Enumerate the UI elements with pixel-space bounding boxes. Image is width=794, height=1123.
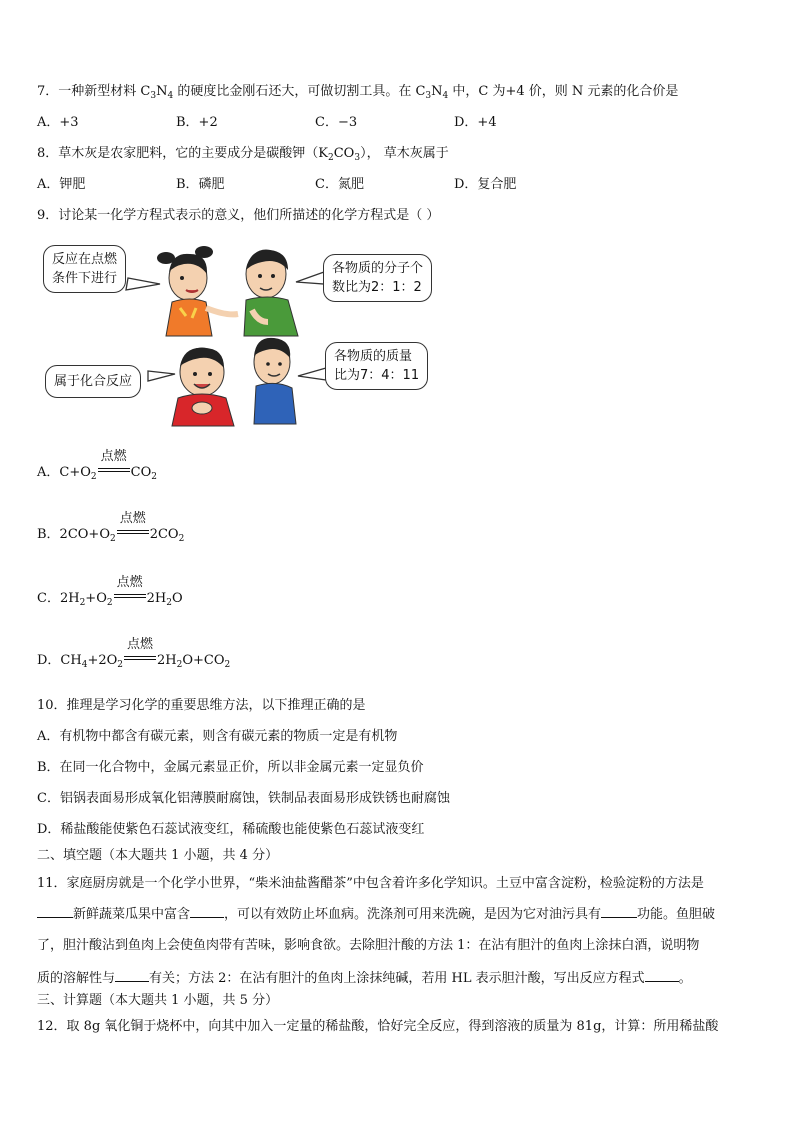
q9-option-a: A．$C+O_2$ 点燃 $CO_2$ — [37, 449, 157, 482]
q11-line-2: 新鲜蔬菜瓜果中富含 ，可以有效防止坏血病。洗涤剂可用来洗碗，是因为它对油污具有 功能。鱼胆破 — [37, 905, 715, 923]
reaction-condition: 点燃 — [124, 651, 156, 669]
bubble3-tail — [148, 371, 175, 381]
q10-option-a: A．有机物中都含有碳元素，则含有碳元素的物质一定是有机物 — [37, 729, 398, 744]
q11-line-1: 11．家庭厨房就是一个化学小世界，“柴米油盐酱醋茶”中包含着许多化学知识。土豆中富含淀粉，检验淀粉的方法是 — [37, 876, 704, 891]
q7-option-a: A．+3 — [37, 115, 79, 130]
bubble4-tail — [298, 368, 326, 380]
answer-blank[interactable] — [601, 905, 637, 918]
reaction-condition: 点燃 — [98, 463, 130, 481]
q10-option-c: C．铝锅表面易形成氧化铝薄膜耐腐蚀，铁制品表面易形成铁锈也耐腐蚀 — [37, 791, 450, 806]
bubble2-tail — [296, 272, 324, 284]
q7-option-b: B．+2 — [176, 115, 218, 130]
reaction-condition: 点燃 — [114, 589, 146, 607]
q10-option-b: B．在同一化合物中，金属元素显正价，所以非金属元素一定显负价 — [37, 760, 424, 775]
q11-line-3: 了，胆汁酸沾到鱼肉上会使鱼肉带有苦味，影响食欲。去除胆汁酸的方法 1：在沾有胆汁的鱼肉上涂抹白酒，说明物 — [37, 938, 700, 953]
q8-stem: 8．草木灰是农家肥料，它的主要成分是碳酸钾$(K_2CO_3)$， 草木灰属于 — [37, 146, 449, 163]
q9-option-d: D．$CH_4+2O_2$ 点燃 $2H_2O+CO_2$ — [37, 637, 231, 670]
answer-blank[interactable] — [115, 969, 149, 982]
q9-option-b: B．$2CO+O_2$ 点燃 $2CO_2$ — [37, 511, 185, 544]
reaction-condition: 点燃 — [117, 525, 149, 543]
speech-bubble-2: 各物质的分子个 数比为2：1：2 — [323, 254, 432, 302]
q8-option-d: D．复合肥 — [454, 177, 517, 192]
q9-option-c: C．$2H_2+O_2$ 点燃 $2H_2O$ — [37, 575, 183, 608]
section-heading-calculation: 三、计算题（本大题共 1 小题，共 5 分） — [37, 993, 279, 1008]
q10-stem: 10．推理是学习化学的重要思维方法，以下推理正确的是 — [37, 698, 366, 713]
speech-bubble-4: 各物质的质量 比为7：4：11 — [325, 342, 428, 390]
q9-stem: 9．讨论某一化学方程式表示的意义，他们所描述的化学方程式是（ ） — [37, 208, 440, 223]
boy-blue-figure — [254, 338, 296, 424]
q8-option-b: B．磷肥 — [176, 177, 225, 192]
q11-line-4: 质的溶解性与 有关；方法 2：在沾有胆汁的鱼肉上涂抹纯碱，若用 HL 表示胆汁酸，写出反应方程式 。 — [37, 971, 692, 986]
boy-green-figure — [244, 250, 298, 336]
q10-option-d: D．稀盐酸能使紫色石蕊试液变红，稀硫酸也能使紫色石蕊试液变红 — [37, 822, 425, 837]
q8-option-a: A．钾肥 — [37, 177, 86, 192]
q7-option-d: D．+4 — [454, 115, 497, 130]
answer-blank[interactable] — [190, 905, 224, 918]
section-heading-fill-blank: 二、填空题（本大题共 1 小题，共 4 分） — [37, 848, 279, 863]
answer-blank[interactable] — [37, 905, 73, 918]
speech-bubble-1: 反应在点燃 条件下进行 — [43, 245, 126, 293]
bubble1-tail — [126, 278, 160, 290]
q7-stem: 7．一种新型材料 $C_3N_4$ 的硬度比金刚石还大，可做切割工具。在 $C_3N_4$ 中，C 为+4 价，则 N 元素的化合价是 — [37, 84, 679, 101]
answer-blank[interactable] — [645, 969, 679, 982]
girl-figure — [157, 246, 238, 336]
q8-option-c: C．氮肥 — [315, 177, 364, 192]
boy-red-figure — [172, 348, 234, 426]
q12-line-1: 12．取 8g 氧化铜于烧杯中，向其中加入一定量的稀盐酸，恰好完全反应，得到溶液的质量为 81g，计算：所用稀盐酸 — [37, 1019, 719, 1034]
speech-bubble-3: 属于化合反应 — [45, 365, 141, 398]
q7-option-c: C．−3 — [315, 115, 358, 130]
